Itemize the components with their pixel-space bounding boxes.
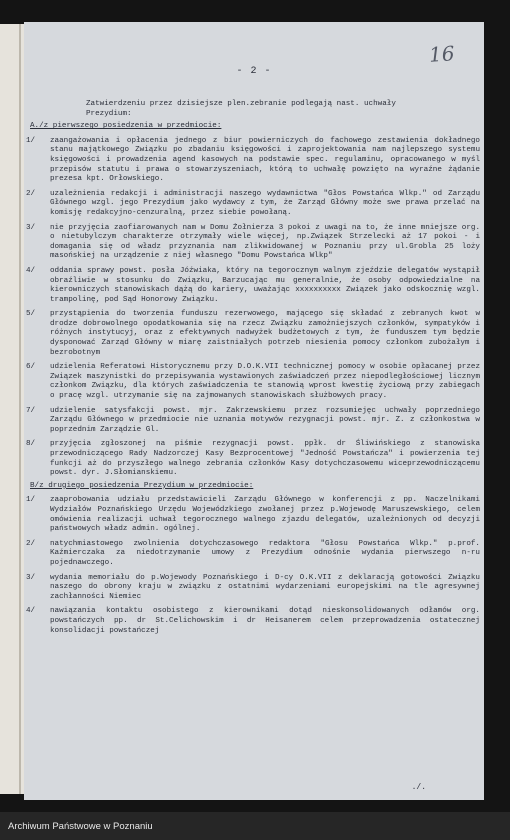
item-text: nie przyjęcia zaofiarowanych nam w Domu Żołnierza 3 pokoi z uwagi na to, że inne mniejsze org. o nietubylczym charakterze otrzymały wiele więcej, np.Związek Strzelecki aż 17 pokoi - i domagania się od władz przyznania nam zlikwidowanej w Poznaniu przy ul.Grobla 25 loży masońskiej na urządzenie z niej własnego "Domu Powstańca Wlkp" — [50, 223, 480, 261]
item-number: 7/ — [26, 406, 36, 415]
item-text: udzielenia Referatowi Historycznemu przy D.O.K.VII technicznej pomocy w osobie opłacanej przez Związek maszynistki do przepisywania wystawionych zaświadczeń przez niepodległościowej licznym członkom Związku, dla których zaświadczenia te stanowią wprost kwestię życiową przy zabiegach o pracę wzgl. utrzymanie się na zajmowanych stanowiskach służbowych pracy. — [50, 363, 480, 401]
continuation-mark: ./. — [411, 783, 426, 792]
section — [24, 122, 484, 479]
item-text: przystąpienia do tworzenia funduszu rezerwowego, mającego się składać z zebranych kwot w drodze dobrowolnego opodatkowania się na rzecz Związku zamożniejszych członków, sympatyków i różnych instytucyj, oraz z efektywnych nadwyżek budżetowych z tym, że funduszem tym będzie dysponować Zarząd Główny w miarę zaistniałych potrzeb niesienia pomocy członkom zubożałym i bezrobotnym — [50, 310, 480, 357]
resolution-item — [24, 224, 484, 262]
intro-text: Zatwierdzeniu przez dzisiejsze plen.zebranie podlegają nast. uchwały Prezydium: — [86, 100, 396, 118]
item-text: przyjęcia zgłoszonej na piśmie rezygnacji powst. ppłk. dr Śliwińskiego z stanowiska przewodniczącego Rady Nadzorczej Kasy Bezprocentowej "Jedność Powstańcza" i powierzenia tej funkcji aż do przyszłego walnego zebrania członków Kasy dotychczasowemu wiceprzewodniczącemu powst. dyr. J.Słomianskiemu. — [50, 440, 480, 478]
item-text: nawiązania kontaktu osobistego z kierownikami dotąd nieskonsolidowanych odłamów org. powstańczych pp. dr St.Celichowskim i dr Heisanerem celem przeprowadzenia ostatecznej konsolidacji powstańczej — [50, 607, 480, 635]
document-body — [24, 100, 484, 636]
item-text: oddania sprawy powst. posła Jóźwiaka, który na tegorocznym walnym zjeździe delegatów wystąpił obraźliwie w stosunku do Związku, Barzucając mu generalnie, że osoby odpowiedzialne na kierowniczych stanowiskach dążą do kariery, uważając xxxxxxxxxx Związek jako odskocznię wzgl. trampolinę, pod Sąd Honorowy Związku. — [50, 266, 480, 304]
section-heading: B/z drugiego posiedzenia Prezydium w przedmiocie: — [30, 481, 254, 490]
page-number: - 2 - — [236, 66, 272, 77]
section — [24, 482, 484, 636]
resolution-item — [24, 607, 484, 636]
item-text: zaangażowania i opłacenia jednego z biur powierniczych do fachowego zestawienia dokładnego stanu majątkowego Związku po zbadaniu księgowości i zaprojektowania nam najlepszego systemu księgowości i prowadzenia agend kasowych na podstawie spec. regulaminu, opracowanego w myśl przepisów statutu i prawa o stowarzyszeniach, którą to uchwałę powzięto na wyraźne żądanie prezesa kpt. Orłowskiego. — [50, 136, 480, 184]
resolution-item — [24, 440, 484, 478]
resolution-item — [24, 363, 484, 401]
item-number: 6/ — [26, 363, 36, 372]
resolution-item — [24, 137, 484, 185]
item-number: 5/ — [26, 310, 36, 319]
resolution-item — [24, 496, 484, 534]
item-number: 1/ — [26, 136, 36, 145]
item-text: natychmiastowego zwolnienia dotychczasowego redaktora "Głosu Powstańca Wlkp." p.prof. Kaźmierczaka za niedotrzymanie umowy z Prezydium odnośnie wydania pierwszego n-ru pojednawczego. — [50, 539, 480, 567]
item-text: udzielenie satysfakcji powst. mjr. Zakrzewskiemu przez rozsumiejęc uchwały poprzedniego Zarządu Głównego w przedmiocie nie uznania motywów rezygnacji powst. mjr. Z. z członkostwa w poprzednim Zarządzie Gl. — [50, 406, 480, 434]
item-text: uzależnienia redakcji i administracji naszego wydawnictwa "Głos Powstańca Wlkp." od Zarządu Głównego wzgl. jego Prezydium jako wydawcy z tym, że Zarząd Główny może swe prawa przelać na komisję redakcyjno-cenzuralną, przez siebie powołaną. — [50, 189, 480, 217]
archive-footer: Archiwum Państwowe w Poznaniu — [0, 812, 510, 840]
resolution-item — [24, 190, 484, 219]
item-text: wydania memoriału do p.Wojewody Poznańskiego i D-cy O.K.VII z deklaracją gotowości Związku naszego do obrony kraju w związku z ostatnimi wydarzeniami europejskimi na tle agresywnej zachłanności Niemiec — [50, 573, 480, 601]
item-number: 4/ — [26, 266, 36, 275]
resolution-item — [24, 407, 484, 436]
folio-number: 16 — [427, 41, 455, 67]
item-number: 2/ — [26, 539, 36, 548]
resolutions — [24, 122, 484, 636]
item-text: zaaprobowania udziału przedstawicieli Zarządu Głównego w konferencji z pp. Naczelnikami Wydziałów Poznańskiego Urzędu Wojewódzkiego zwołanej przez p.Wojewodę Maruszewskiego, celem omówienia realizacji uchwał tegorocznego walnego zjazdu delegatów, uzależnionych od decyzji państwowych władz admin. ogólnej. — [50, 496, 480, 534]
document-page — [24, 22, 484, 800]
item-number: 2/ — [26, 189, 36, 198]
section-heading: A./z pierwszego posiedzenia w przedmiocie: — [30, 122, 222, 131]
binding-tab — [0, 24, 24, 794]
item-number: 3/ — [26, 573, 36, 582]
item-number: 1/ — [26, 496, 36, 505]
resolution-item — [24, 574, 484, 603]
item-number: 8/ — [26, 440, 36, 449]
resolution-item — [24, 310, 484, 358]
item-number: 3/ — [26, 223, 36, 232]
item-number: 4/ — [26, 607, 36, 616]
resolution-item — [24, 540, 484, 569]
resolution-item — [24, 267, 484, 305]
